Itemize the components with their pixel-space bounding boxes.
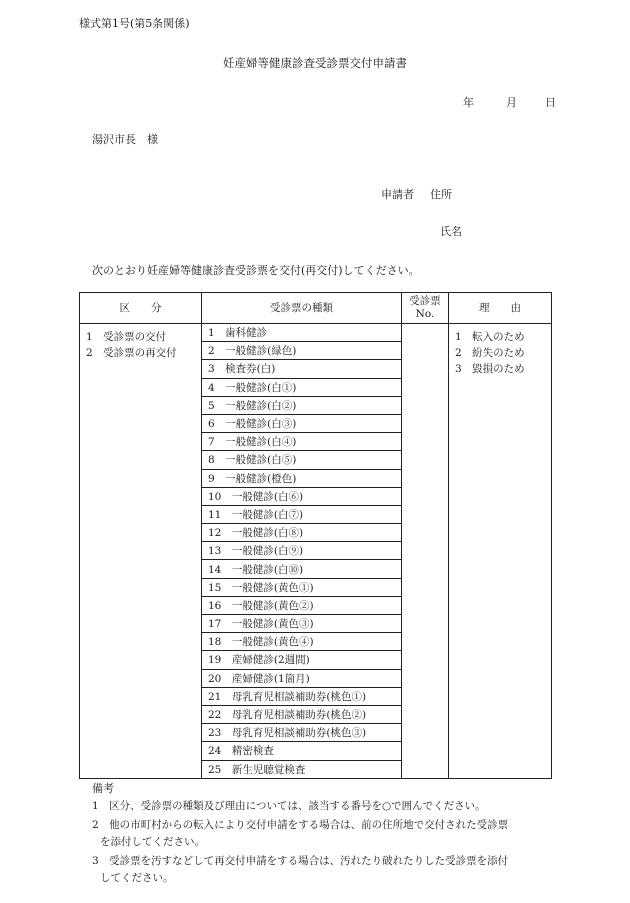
remark-note-2-continued: を添付してください。	[100, 836, 205, 848]
type-option[interactable]: 2 一般健診(緑色)	[202, 342, 402, 360]
applicant-label: 申請者	[381, 188, 414, 201]
type-option[interactable]: 12 一般健診(白⑧)	[202, 524, 402, 542]
header-category: 区 分	[80, 293, 202, 324]
application-table	[79, 292, 552, 779]
type-option[interactable]: 10 一般健診(白⑥)	[202, 487, 402, 505]
type-option[interactable]: 25 新生児聴覚検査	[202, 760, 402, 778]
type-option[interactable]: 1 歯科健診	[202, 324, 402, 342]
date-month-label: 月	[506, 96, 517, 109]
type-option[interactable]: 21 母乳育児相談補助券(桃色①)	[202, 687, 402, 705]
reason-option[interactable]: 1 転入のため	[455, 331, 525, 343]
type-option[interactable]: 14 一般健診(白⑩)	[202, 560, 402, 578]
type-option[interactable]: 11 一般健診(白⑦)	[202, 505, 402, 523]
type-option[interactable]: 16 一般健診(黄色②)	[202, 596, 402, 614]
date-line	[463, 94, 556, 110]
applicant-name-label: 氏名	[440, 225, 462, 238]
remark-note-3-continued: してください。	[100, 872, 174, 884]
type-option[interactable]: 20 産婦健診(1箇月)	[202, 669, 402, 687]
type-option[interactable]: 19 産婦健診(2週間)	[202, 651, 402, 669]
reason-option[interactable]: 2 紛失のため	[455, 347, 525, 359]
ticket-number-cell[interactable]	[402, 324, 449, 779]
header-number: 受診票 No.	[402, 293, 449, 324]
type-option[interactable]: 8 一般健診(白⑤)	[202, 451, 402, 469]
type-option[interactable]: 24 精密検査	[202, 742, 402, 760]
category-option[interactable]: 2 受診票の再交付	[86, 347, 177, 359]
applicant-address-line	[381, 186, 452, 202]
date-year-label: 年	[463, 96, 474, 109]
instruction-text: 次のとおり妊産婦等健康診査受診票を交付(再交付)してください。	[92, 264, 420, 277]
table-header-row	[80, 293, 552, 324]
type-option[interactable]: 17 一般健診(黄色③)	[202, 615, 402, 633]
remarks-heading: 備考	[92, 782, 114, 795]
table-row	[80, 324, 552, 342]
address-label: 住所	[430, 188, 452, 201]
type-option[interactable]: 23 母乳育児相談補助券(桃色③)	[202, 724, 402, 742]
document-title: 妊産婦等健康診査受診票交付申請書	[223, 56, 407, 70]
remark-note-3: 3 受診票を汚すなどして再交付申請をする場合は、汚れたり破れたりした受診票を添付	[92, 855, 509, 867]
type-option[interactable]: 22 母乳育児相談補助券(桃色②)	[202, 705, 402, 723]
type-option[interactable]: 5 一般健診(白②)	[202, 396, 402, 414]
remark-note-2: 2 他の市町村からの転入により交付申請をする場合は、前の住所地で交付された受診票	[92, 819, 509, 831]
header-type: 受診票の種類	[202, 293, 402, 324]
type-option[interactable]: 13 一般健診(白⑨)	[202, 542, 402, 560]
type-option[interactable]: 15 一般健診(黄色①)	[202, 578, 402, 596]
remark-note-1: 1 区分、受診票の種類及び理由については、該当する番号を○で囲んでください。	[92, 800, 486, 812]
reason-option[interactable]: 3 毀損のため	[455, 363, 525, 375]
type-option[interactable]: 18 一般健診(黄色④)	[202, 633, 402, 651]
header-reason: 理 由	[449, 293, 552, 324]
addressee: 湯沢市長 様	[92, 133, 158, 146]
type-option[interactable]: 4 一般健診(白①)	[202, 378, 402, 396]
type-option[interactable]: 3 検査券(白)	[202, 360, 402, 378]
category-option[interactable]: 1 受診票の交付	[86, 331, 167, 343]
form-number: 様式第1号(第5条関係)	[79, 17, 190, 30]
type-option[interactable]: 7 一般健診(白④)	[202, 433, 402, 451]
reason-options-cell	[449, 324, 552, 779]
type-option[interactable]: 6 一般健診(白③)	[202, 414, 402, 432]
type-option[interactable]: 9 一般健診(橙色)	[202, 469, 402, 487]
category-options-cell	[80, 324, 202, 779]
date-day-label: 日	[545, 96, 556, 109]
